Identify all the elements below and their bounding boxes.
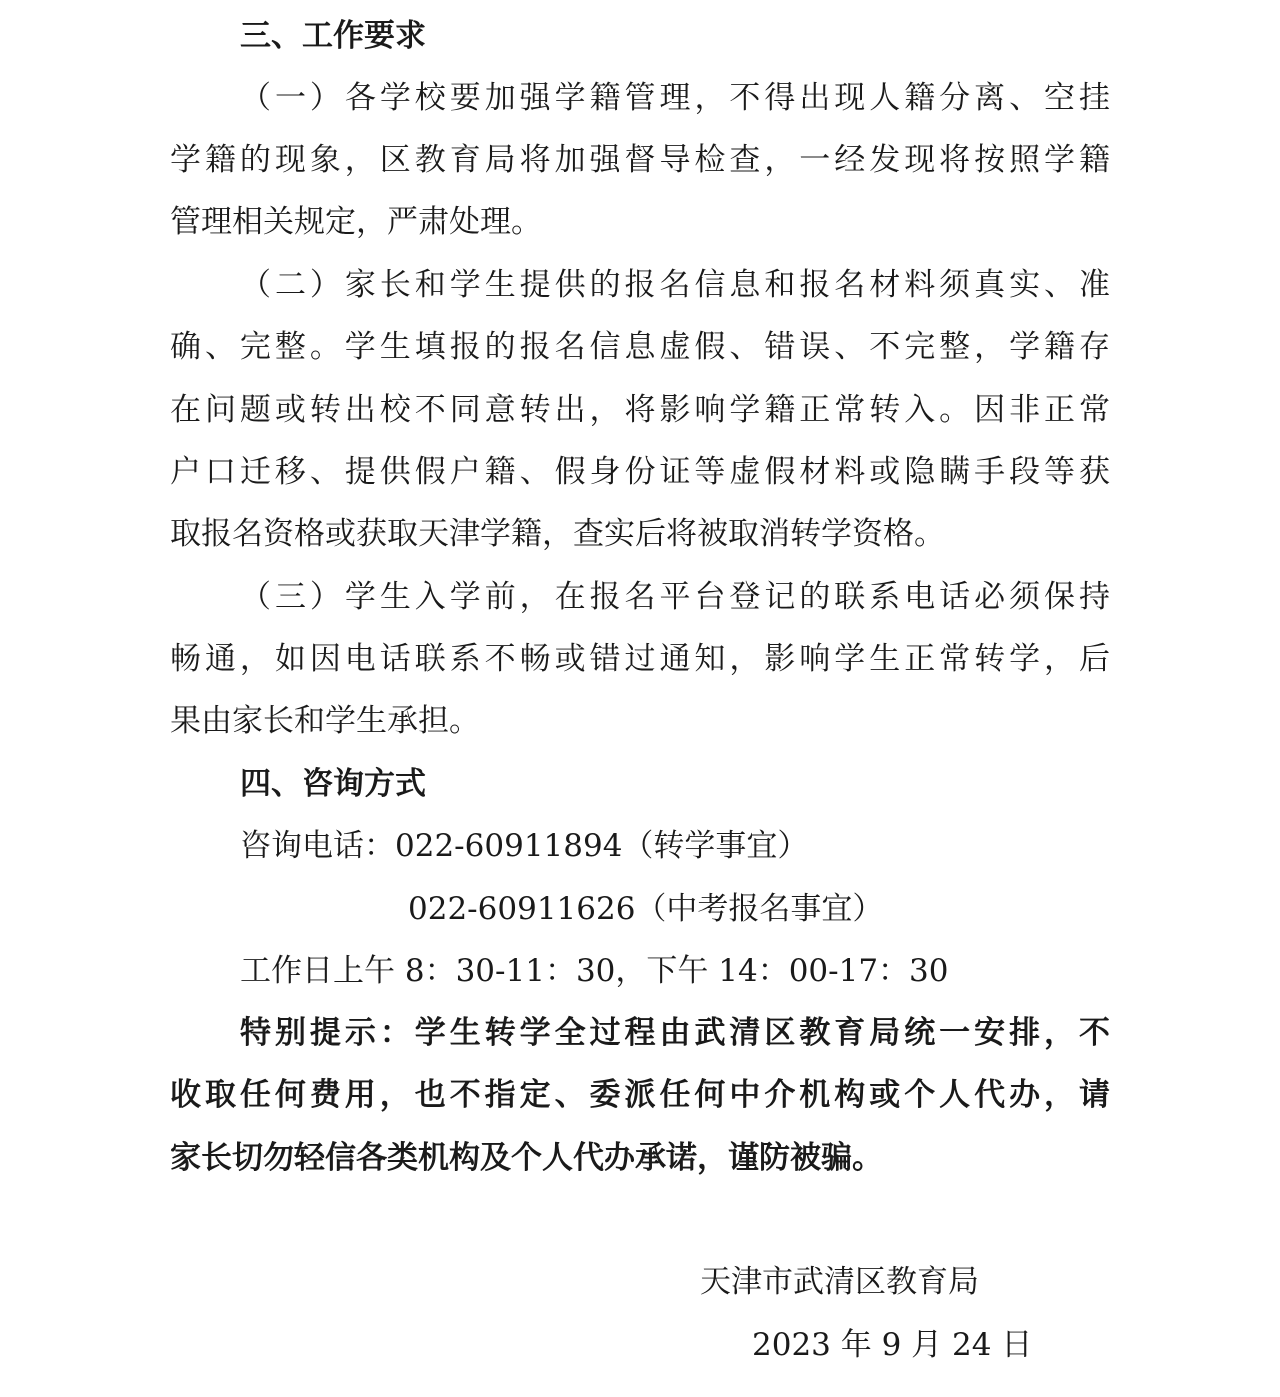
signature-organization: 天津市武清区教育局: [700, 1264, 979, 1300]
paragraph-line: （二）家长和学生提供的报名信息和报名材料须真实、准: [240, 267, 1110, 303]
phone-number-exam: 022-60911626（中考报名事宜）: [408, 891, 884, 927]
notice-line: 特别提示：学生转学全过程由武清区教育局统一安排，不: [240, 1015, 1110, 1051]
paragraph-line: （一）各学校要加强学籍管理，不得出现人籍分离、空挂: [240, 80, 1110, 116]
paragraph-line: 果由家长和学生承担。: [170, 703, 480, 739]
notice-line: 收取任何费用，也不指定、委派任何中介机构或个人代办，请: [170, 1077, 1110, 1113]
paragraph-line: 管理相关规定，严肃处理。: [170, 204, 542, 240]
paragraph-line: 学籍的现象，区教育局将加强督导检查，一经发现将按照学籍: [170, 142, 1110, 178]
paragraph-line: （三）学生入学前，在报名平台登记的联系电话必须保持: [240, 579, 1110, 615]
paragraph-line: 取报名资格或获取天津学籍，查实后将被取消转学资格。: [170, 516, 945, 552]
phone-row-1: [240, 826, 808, 866]
phone-number-transfer: 022-60911894（转学事宜）: [395, 828, 809, 864]
working-hours: 工作日上午 8：30-11：30，下午 14：00-17：30: [240, 953, 949, 989]
paragraph-line: 在问题或转出校不同意转出，将影响学籍正常转入。因非正常: [170, 392, 1110, 428]
section-heading-work-requirements: 三、工作要求: [240, 18, 426, 54]
notice-line: 家长切勿轻信各类机构及个人代办承诺，谨防被骗。: [170, 1140, 883, 1176]
paragraph-line: 畅通，如因电话联系不畅或错过通知，影响学生正常转学，后: [170, 641, 1110, 677]
section-heading-consultation: 四、咨询方式: [240, 766, 426, 802]
paragraph-line: 户口迁移、提供假户籍、假身份证等虚假材料或隐瞒手段等获: [170, 454, 1110, 490]
phone-label: 咨询电话：: [240, 828, 395, 864]
paragraph-line: 确、完整。学生填报的报名信息虚假、错误、不完整，学籍存: [170, 329, 1110, 365]
signature-date: 2023 年 9 月 24 日: [752, 1327, 1033, 1363]
